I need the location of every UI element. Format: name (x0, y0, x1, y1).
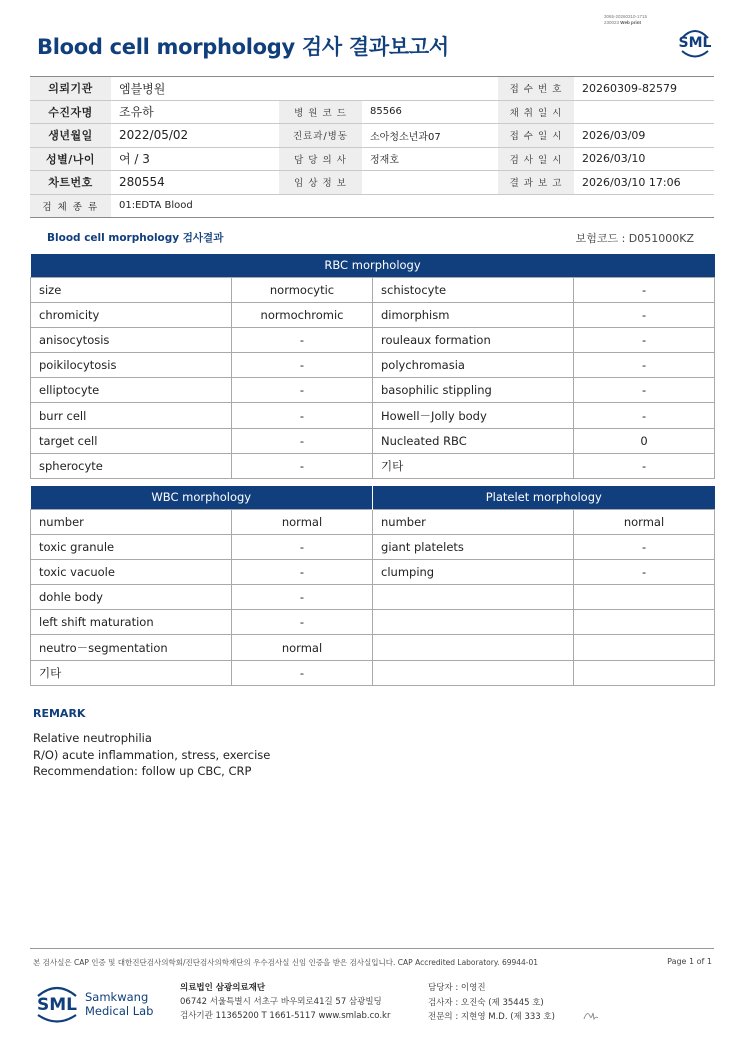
wbc-value-cell: - (574, 534, 715, 559)
wbc-value-cell: normal (232, 635, 373, 660)
wbc-value-cell (574, 610, 715, 635)
value-test-date: 2026/03/10 (574, 147, 714, 171)
table-row (31, 277, 715, 302)
wbc-item-cell (373, 585, 574, 610)
sml-logo-icon (676, 26, 714, 62)
value-doctor: 정재호 (362, 147, 498, 171)
footer-staff (428, 981, 555, 1025)
value-collection-date (574, 100, 714, 124)
wbc-value-cell: - (232, 559, 373, 584)
print-code-line2: 230023 (604, 20, 620, 25)
footer-divider (30, 948, 714, 949)
wbc-item-cell: neutro－segmentation (31, 635, 232, 660)
wbc-value-cell (574, 635, 715, 660)
rbc-value-cell: - (232, 453, 373, 478)
staff-specialist: 전문의 : 지현영 M.D. (제 333 호) (428, 1012, 555, 1022)
label-sex-age: 성별/나이 (30, 147, 111, 171)
label-specimen: 검 체 종 류 (30, 194, 111, 218)
wbc-platelet-table (30, 486, 715, 686)
label-collection-date: 채 취 일 시 (498, 100, 574, 124)
table-row (31, 378, 715, 403)
wbc-item-cell: toxic vacuole (31, 559, 232, 584)
org-contact: 검사기관 11365200 T 1661-5117 www.smlab.co.kr (180, 1011, 391, 1021)
wbc-value-cell: - (574, 559, 715, 584)
rbc-value-cell: - (232, 403, 373, 428)
info-row (30, 194, 714, 218)
wbc-item-cell: giant platelets (373, 534, 574, 559)
value-patient-name: 조유하 (111, 100, 279, 124)
label-receipt-no: 접 수 번 호 (498, 77, 574, 101)
table-row (31, 559, 715, 584)
wbc-item-cell (373, 610, 574, 635)
org-address: 06742 서울특별시 서초구 바우뫼로41길 57 삼광빌딩 (180, 997, 382, 1007)
value-receipt-date: 2026/03/09 (574, 124, 714, 148)
info-row (30, 171, 714, 195)
wbc-value-cell: normal (574, 509, 715, 534)
rbc-item-cell: basophilic stippling (373, 378, 574, 403)
wbc-value-cell: - (232, 610, 373, 635)
remark-line: Recommendation: follow up CBC, CRP (33, 764, 252, 778)
wbc-value-cell (574, 585, 715, 610)
table-row (31, 302, 715, 327)
rbc-value-cell: - (232, 378, 373, 403)
results-section-title: Blood cell morphology 검사결과 (47, 232, 224, 244)
rbc-item-cell: spherocyte (31, 453, 232, 478)
label-department: 진료과/병동 (279, 124, 362, 148)
rbc-value-cell: - (232, 327, 373, 352)
value-chart-no: 280554 (111, 171, 279, 195)
table-row (31, 610, 715, 635)
footer-accreditation-note: 본 검사실은 CAP 인증 및 대한진단검사의학회/진단검사의학재단의 우수검사실 신임 인증을 받은 검사실입니다. CAP Accredited Laboratory. 69944-01 (33, 958, 539, 967)
rbc-value-cell: - (574, 453, 715, 478)
wbc-item-cell: left shift maturation (31, 610, 232, 635)
patient-info-table (30, 76, 714, 218)
report-title: Blood cell morphology 검사 결과보고서 (37, 35, 449, 59)
print-code-line1: 3065-20260310-1715 (604, 14, 648, 19)
rbc-value-cell: - (574, 403, 715, 428)
rbc-value-cell: - (574, 327, 715, 352)
value-birthdate: 2022/05/02 (111, 124, 279, 148)
wbc-header: WBC morphology (31, 486, 373, 509)
value-receipt-no: 20260309-82579 (574, 77, 714, 101)
info-row (30, 124, 714, 148)
rbc-value-cell: - (574, 302, 715, 327)
value-hospital-code: 85566 (362, 100, 498, 124)
rbc-value-cell: normocytic (232, 277, 373, 302)
footer-logo-line1: Samkwang (85, 990, 149, 1004)
wbc-item-cell (373, 635, 574, 660)
rbc-header: RBC morphology (31, 254, 715, 277)
table-row (31, 635, 715, 660)
label-hospital-code: 병 원 코 드 (279, 100, 362, 124)
value-sex-age: 여 / 3 (111, 147, 279, 171)
footer-logo-line2: Medical Lab (85, 1004, 154, 1018)
print-code (604, 14, 647, 26)
label-patient-name: 수진자명 (30, 100, 111, 124)
org-name: 의료법인 삼광의료재단 (180, 983, 266, 993)
staff-manager: 담당자 : 이영진 (428, 983, 486, 993)
wbc-item-cell: toxic granule (31, 534, 232, 559)
wbc-value-cell (574, 660, 715, 685)
label-requester: 의뢰기관 (30, 77, 111, 101)
value-department: 소아청소년과07 (362, 124, 498, 148)
wbc-item-cell: dohle body (31, 585, 232, 610)
rbc-value-cell: - (232, 428, 373, 453)
rbc-item-cell: elliptocyte (31, 378, 232, 403)
footer-logo-sml: SML (37, 995, 77, 1015)
rbc-item-cell: anisocytosis (31, 327, 232, 352)
rbc-item-cell: dimorphism (373, 302, 574, 327)
wbc-item-cell: 기타 (31, 660, 232, 685)
rbc-value-cell: - (574, 353, 715, 378)
value-requester: 엠블병원 (111, 77, 498, 101)
label-doctor: 담 당 의 사 (279, 147, 362, 171)
wbc-value-cell: - (232, 585, 373, 610)
wbc-value-cell: - (232, 660, 373, 685)
footer-organization (180, 981, 390, 1023)
label-clinical-info: 임 상 정 보 (279, 171, 362, 195)
rbc-item-cell: polychromasia (373, 353, 574, 378)
value-specimen: 01:EDTA Blood (111, 194, 714, 218)
rbc-item-cell: size (31, 277, 232, 302)
table-row (31, 509, 715, 534)
logo-text: SML (678, 35, 712, 51)
staff-tester: 검사자 : 오진숙 (제 35445 호) (428, 997, 544, 1008)
rbc-item-cell: Nucleated RBC (373, 428, 574, 453)
rbc-item-cell: schistocyte (373, 277, 574, 302)
rbc-item-cell: poikilocytosis (31, 353, 232, 378)
insurance-code: 보험코드 : D051000KZ (575, 232, 694, 245)
remark-text (33, 730, 270, 780)
platelet-header: Platelet morphology (373, 486, 715, 509)
table-row (31, 403, 715, 428)
table-row (31, 428, 715, 453)
value-report-date: 2026/03/10 17:06 (574, 171, 714, 195)
remark-line: Relative neutrophilia (33, 731, 152, 745)
table-row (31, 327, 715, 352)
signature-icon (582, 1008, 600, 1022)
rbc-value-cell: - (574, 378, 715, 403)
info-row (30, 100, 714, 124)
rbc-value-cell: normochromic (232, 302, 373, 327)
rbc-item-cell: Howell－Jolly body (373, 403, 574, 428)
rbc-value-cell: - (574, 277, 715, 302)
label-report-date: 결 과 보 고 (498, 171, 574, 195)
rbc-item-cell: chromicity (31, 302, 232, 327)
table-row (31, 534, 715, 559)
remark-line: R/O) acute inflammation, stress, exercise (33, 747, 271, 762)
rbc-item-cell: rouleaux formation (373, 327, 574, 352)
wbc-item-cell: clumping (373, 559, 574, 584)
table-row (31, 585, 715, 610)
label-birthdate: 생년월일 (30, 124, 111, 148)
web-print-label: Web print (620, 20, 641, 25)
label-test-date: 검 사 일 시 (498, 147, 574, 171)
info-row (30, 77, 714, 101)
rbc-item-cell: 기타 (373, 453, 574, 478)
table-row (31, 353, 715, 378)
samkwang-logo-icon (35, 982, 155, 1026)
rbc-value-cell: 0 (574, 428, 715, 453)
wbc-item-cell (373, 660, 574, 685)
page-number: Page 1 of 1 (667, 957, 712, 966)
wbc-item-cell: number (31, 509, 232, 534)
label-chart-no: 차트번호 (30, 171, 111, 195)
rbc-item-cell: burr cell (31, 403, 232, 428)
info-row (30, 147, 714, 171)
wbc-item-cell: number (373, 509, 574, 534)
wbc-value-cell: normal (232, 509, 373, 534)
label-receipt-date: 접 수 일 시 (498, 124, 574, 148)
value-clinical-info (362, 171, 498, 195)
table-row (31, 660, 715, 685)
remark-title: REMARK (33, 707, 86, 720)
table-row (31, 453, 715, 478)
wbc-value-cell: - (232, 534, 373, 559)
rbc-item-cell: target cell (31, 428, 232, 453)
rbc-morphology-table (30, 254, 715, 479)
rbc-value-cell: - (232, 353, 373, 378)
